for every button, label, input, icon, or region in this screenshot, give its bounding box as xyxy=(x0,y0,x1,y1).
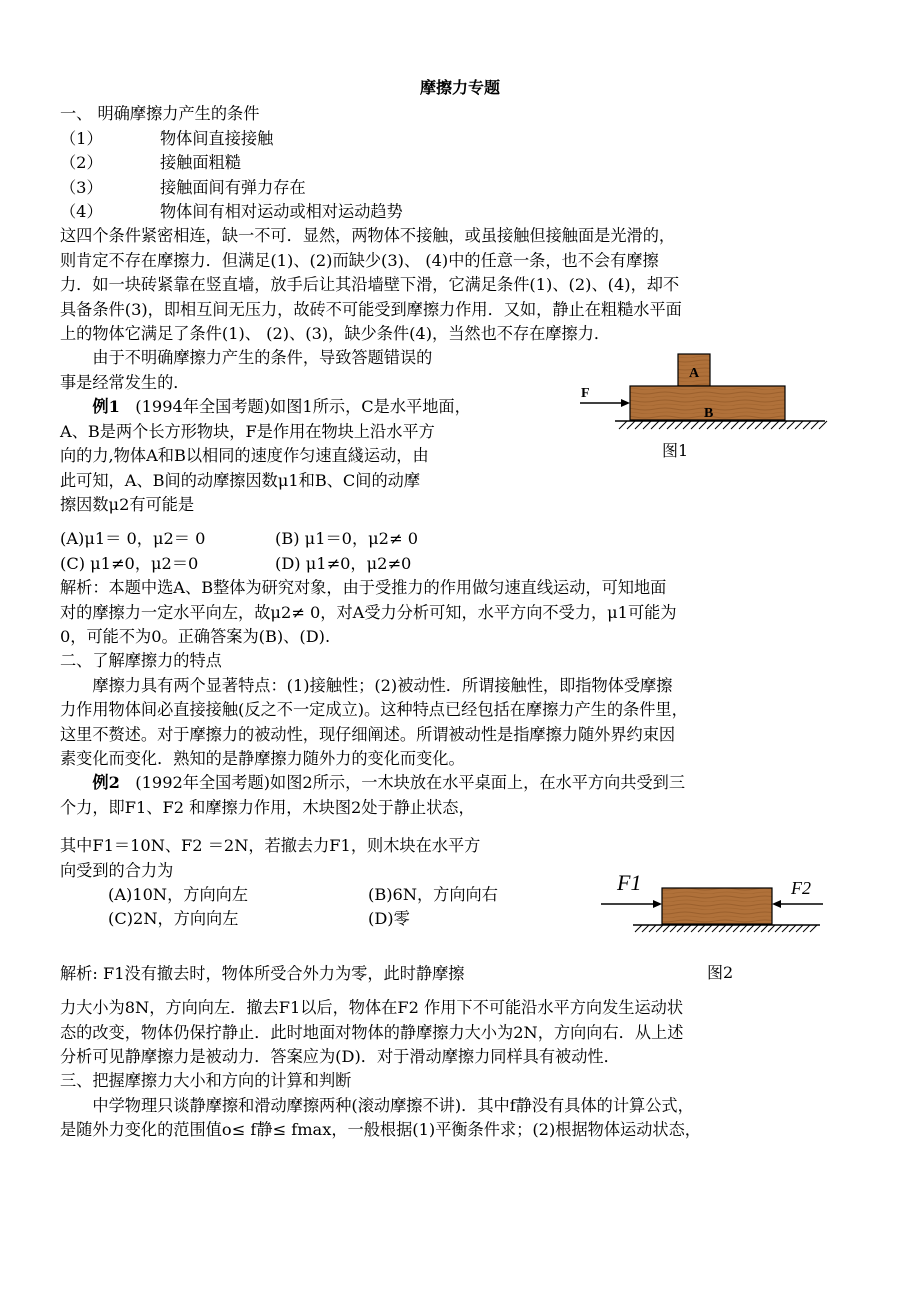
condition-text: 接触面间有弹力存在 xyxy=(160,177,306,197)
analysis2-line: 态的改变，物体仍保拧静止．此时地面对物体的静摩擦力大小为2N，方向向右．从上述 xyxy=(60,1022,684,1042)
para1-line: 具备条件(3)，即相互间无压力，故砖不可能受到摩擦力作用．又如，静止在粗糙水平面 xyxy=(60,299,682,319)
option-c: (C) μ1≠0，μ2＝0 xyxy=(60,553,199,573)
example1-line: 此可知，A、B间的动摩擦因数μ1和B、C间的动摩 xyxy=(60,470,421,490)
example2-line: 向受到的合力为 xyxy=(60,860,174,880)
example1-line: 向的力,物体A和B以相同的速度作匀速直綫运动，由 xyxy=(60,446,429,466)
condition-1 xyxy=(60,127,860,151)
figure-2 xyxy=(595,862,835,942)
para1-line: 力．如一块砖紧靠在竖直墙，放手后让其沿墙壁下滑，它满足条件(1)、(2)、(4)，却不 xyxy=(60,275,680,295)
force-f1-label: F1 xyxy=(617,870,642,895)
example2-line: 其中F1＝10N、F2 ＝2N，若撤去力F1，则木块在水平方 xyxy=(60,836,481,856)
example1-line: 擦因数μ2有可能是 xyxy=(60,494,195,514)
para1-line: 上的物体它满足了条件(1)、 (2)、(3)，缺少条件(4)，当然也不存在摩擦力． xyxy=(60,324,611,344)
example1-line: A、B是两个长方形物块，F是作用在物块上沿水平方 xyxy=(60,421,435,441)
example2-line: 个力，即F1、F2 和摩擦力作用，木块图2处于静止状态， xyxy=(60,797,475,817)
analysis1-line: 0，可能不为0。正确答案为(B)、(D). xyxy=(60,626,331,646)
example1-label: 例1 xyxy=(92,397,120,417)
analysis2-line: 解析: F1没有撤去时，物体所受合外力为零，此时静摩擦 xyxy=(60,963,465,983)
analysis1-line: 对的摩擦力一定水平向左，故μ2≠ 0，对A受力分析可知，水平方向不受力，μ1可能为 xyxy=(60,602,677,622)
section1-heading: 一、 明确摩擦力产生的条件 xyxy=(60,104,260,124)
section2-para-line: 力作用物体间必直接接触(反之不一定成立)。这种特点已经包括在摩擦力产生的条件里， xyxy=(60,700,688,720)
section2-para-line: 摩擦力具有两个显著特点：(1)接触性；(2)被动性．所谓接触性，即指物体受摩擦 xyxy=(92,675,673,695)
force-f2-label: F2 xyxy=(791,878,811,898)
ground-hatch xyxy=(619,421,827,429)
condition-text: 物体间直接接触 xyxy=(160,128,274,148)
section3-line: 中学物理只谈静摩擦和滑动摩擦两种(滚动摩擦不讲)．其中f静没有具体的计算公式， xyxy=(92,1095,694,1115)
example2-label: 例2 xyxy=(92,773,120,793)
condition-num: （3） xyxy=(60,177,103,197)
section3-heading: 三、把握摩擦力大小和方向的计算和判断 xyxy=(60,1071,352,1091)
analysis2-line: 力大小为8N，方向向左．撤去F1以后，物体在F2 作用下不可能沿水平方向发生运动状 xyxy=(60,998,684,1018)
analysis2-line: 分析可见静摩擦力是被动力．答案应为(D)．对于滑动摩擦力同样具有被动性． xyxy=(60,1047,620,1067)
para2-line: 由于不明确摩擦力产生的条件，导致答题错误的 xyxy=(92,348,433,368)
para1-line: 这四个条件紧密相连，缺一不可．显然，两物体不接触，或虽接触但接触面是光滑的， xyxy=(60,226,676,246)
table-hatch xyxy=(635,925,817,932)
option-b: (B)6N，方向向右 xyxy=(368,885,498,904)
condition-text: 接触面粗糙 xyxy=(160,153,241,173)
option-d: (D) μ1≠0，μ2≠0 xyxy=(275,553,412,573)
example2-line: 例2 (1992年全国考题)如图2所示，一木块放在水平桌面上，在水平方向共受到三 xyxy=(92,773,686,793)
document-page xyxy=(60,76,860,1143)
force-f-label: F xyxy=(581,386,590,401)
example1-options xyxy=(60,527,860,576)
figure-2-caption: 图2 xyxy=(707,963,734,982)
condition-text: 物体间有相对运动或相对运动趋势 xyxy=(160,202,403,222)
condition-num: （1） xyxy=(60,128,103,148)
condition-3 xyxy=(60,176,860,200)
block-b-label: B xyxy=(704,406,714,421)
section2-heading: 二、了解摩擦力的特点 xyxy=(60,651,222,671)
condition-2 xyxy=(60,151,860,175)
condition-4 xyxy=(60,200,860,224)
option-a: (A)10N，方向向左 xyxy=(108,885,249,904)
section3-line: 是随外力变化的范围值o≤ f静≤ fmax，一般根据(1)平衡条件求；(2)根据物体运动状态， xyxy=(60,1120,701,1140)
option-c: (C)2N，方向向左 xyxy=(108,909,239,929)
condition-num: （2） xyxy=(60,153,103,173)
figure-1-caption: 图1 xyxy=(662,441,689,460)
para2-line: 事是经常发生的． xyxy=(60,372,190,392)
option-a: (A)μ1＝ 0，μ2＝ 0 xyxy=(60,529,206,549)
block-a-label: A xyxy=(689,366,700,381)
page-title: 摩擦力专题 xyxy=(419,78,500,97)
condition-num: （4） xyxy=(60,202,103,222)
option-d: (D)零 xyxy=(368,909,410,929)
analysis1-line: 解析：本题中选A、B整体为研究对象，由于受推力的作用做匀速直线运动，可知地面 xyxy=(60,578,667,598)
para1-line: 则肯定不存在摩擦力．但满足(1)、(2)而缺少(3)、 (4)中的任意一条，也不会有摩擦 xyxy=(60,250,659,270)
figure-1 xyxy=(575,350,845,440)
section2-para-line: 这里不赘述。对于摩擦力的被动性，现仔细阐述。所谓被动性是指摩擦力随外界约束因 xyxy=(60,724,676,744)
wood-block xyxy=(662,888,772,924)
section2-para-line: 素变化而变化．熟知的是静摩擦力随外力的变化而变化。 xyxy=(60,748,465,768)
example1-line: 例1 (1994年全国考题)如图1所示，C是水平地面， xyxy=(92,397,471,417)
option-b: (B) μ1＝0，μ2≠ 0 xyxy=(275,529,418,549)
